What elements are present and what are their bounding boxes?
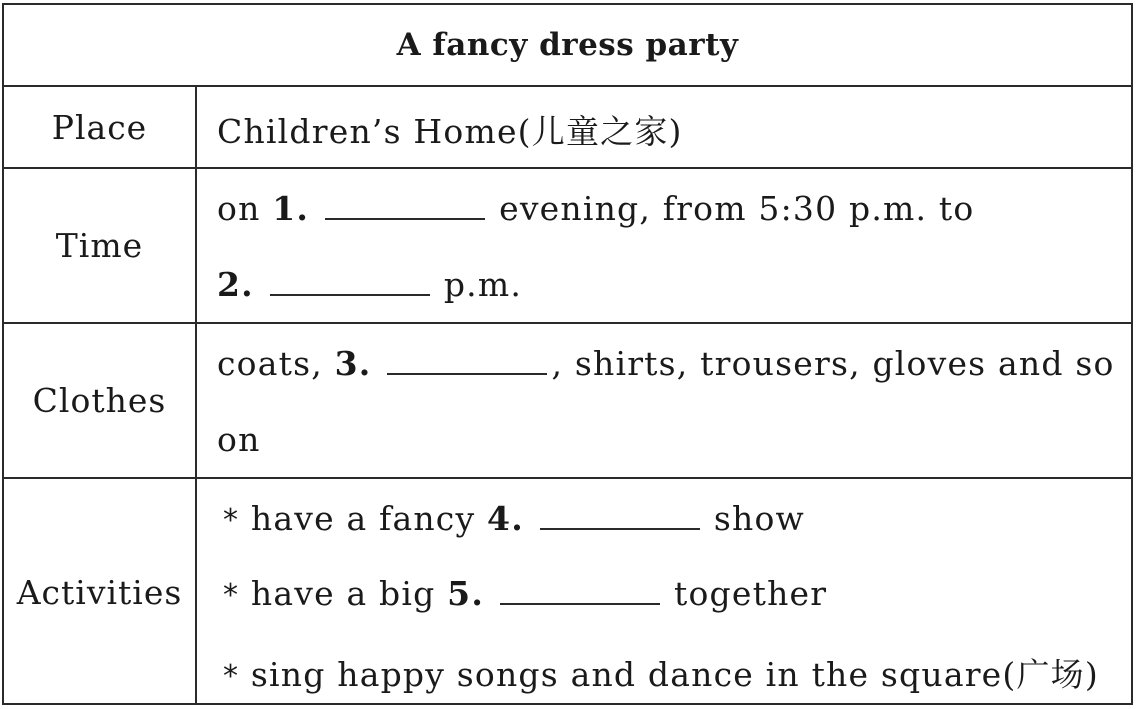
answer-blank-4[interactable] [540,500,700,530]
clothes-line-1 [217,344,1115,383]
bullet-star-icon: * [223,503,240,538]
activities-row [4,479,1131,705]
table-title: A fancy dress party [396,27,739,63]
activity-item-3 [223,649,1099,696]
time-label: Time [4,169,197,322]
time-content [197,169,1131,322]
place-row [4,87,1131,169]
activity-item-1 [223,499,805,538]
answer-blank-3[interactable] [387,345,547,375]
activity1-prefix: have a fancy [250,499,476,538]
time-row [4,169,1131,324]
time-line1-suffix: evening, from 5:30 p.m. to [499,189,975,228]
time-line1-prefix: on [217,189,261,228]
blank-number-3: 3. [334,344,372,383]
blank-number-5: 5. [447,574,485,613]
activity2-suffix: together [674,574,828,613]
blank-number-4: 4. [487,499,524,538]
activity3-text: sing happy songs and dance in the square(广场) [250,655,1099,694]
time-line-1 [217,189,974,228]
answer-blank-5[interactable] [500,575,660,605]
bullet-star-icon: * [223,578,240,613]
clothes-line1-prefix: coats, [217,344,323,383]
time-line-2 [217,265,522,304]
bullet-star-icon: * [223,659,240,694]
activities-label: Activities [4,479,197,705]
place-text: Children’s Home(儿童之家) [217,112,683,151]
clothes-line1-suffix: , shirts, trousers, gloves and so [551,344,1115,383]
clothes-label: Clothes [4,324,197,477]
time-line2-suffix: p.m. [443,265,523,304]
activity-item-2 [223,574,827,613]
activity2-prefix: have a big [250,574,436,613]
place-label: Place [4,87,197,167]
answer-blank-1[interactable] [325,190,485,220]
fill-in-table [2,3,1133,705]
answer-blank-2[interactable] [270,266,430,296]
clothes-content [197,324,1131,477]
clothes-row [4,324,1131,479]
clothes-line-2: on [217,420,261,459]
place-content [197,87,1131,167]
activity1-suffix: show [713,499,805,538]
blank-number-2: 2. [217,265,254,304]
activities-content [197,479,1131,705]
title-row [4,5,1131,87]
blank-number-1: 1. [272,189,310,228]
